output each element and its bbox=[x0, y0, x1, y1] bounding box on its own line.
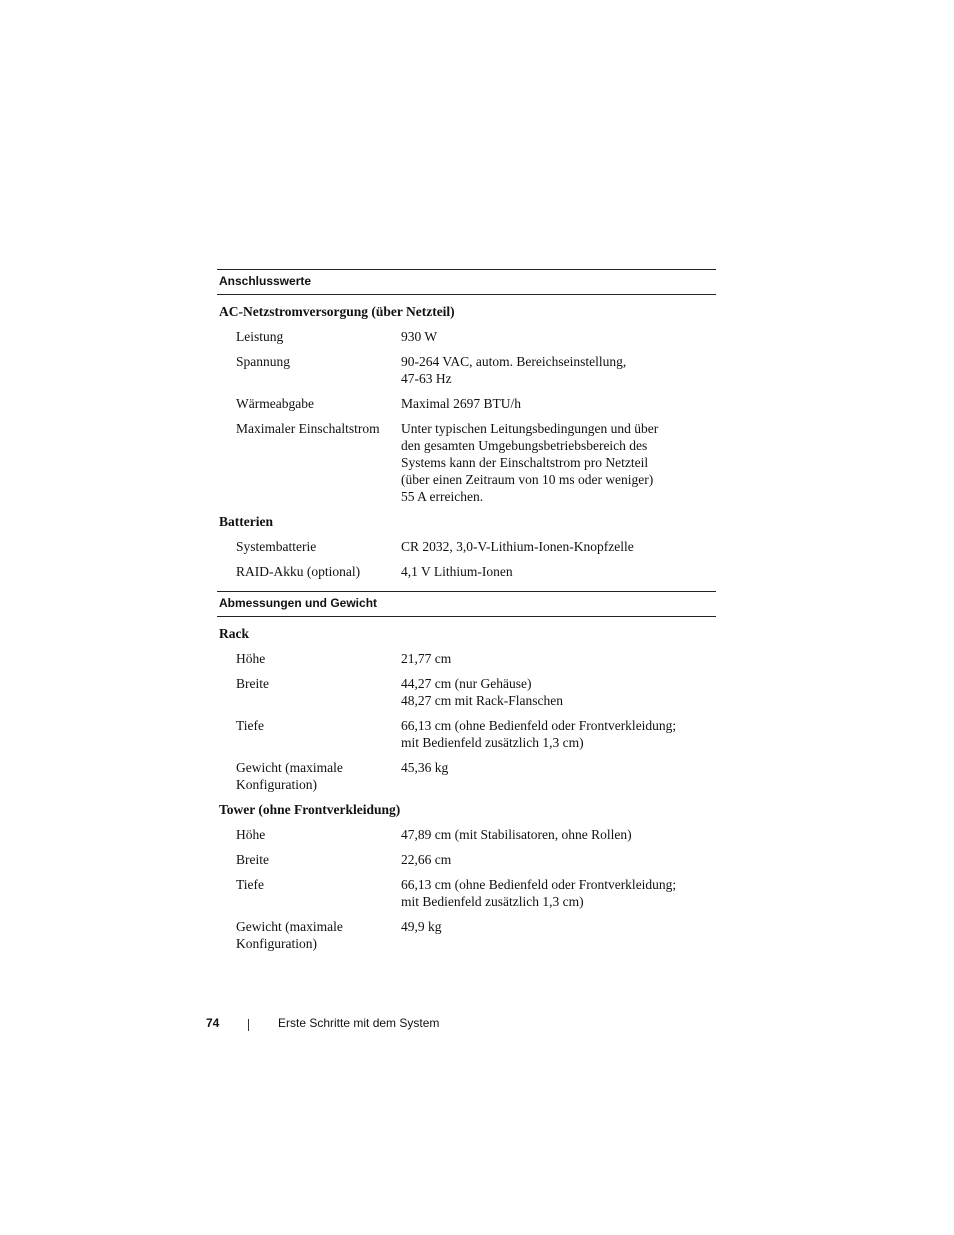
spec-label: Leistung bbox=[236, 329, 284, 344]
spec-value: 930 W bbox=[401, 329, 438, 344]
spec-row bbox=[217, 918, 716, 952]
spec-row bbox=[217, 538, 716, 555]
spec-value: 47,89 cm (mit Stabilisatoren, ohne Rollen) bbox=[401, 827, 632, 842]
spec-value: 44,27 cm (nur Gehäuse) 48,27 cm mit Rack-Flanschen bbox=[401, 676, 563, 708]
spec-label: Höhe bbox=[236, 651, 266, 666]
spec-value: 90-264 VAC, autom. Bereichseinstellung, 47-63 Hz bbox=[401, 354, 627, 386]
spec-row bbox=[217, 717, 716, 751]
spec-value: 21,77 cm bbox=[401, 651, 452, 666]
page-number: 74 bbox=[206, 1016, 220, 1030]
spec-value: 4,1 V Lithium-Ionen bbox=[401, 564, 513, 579]
spec-label: Gewicht (maximale Konfiguration) bbox=[236, 760, 343, 792]
spec-value: 22,66 cm bbox=[401, 852, 452, 867]
spec-label: Tiefe bbox=[236, 877, 265, 892]
group-heading: AC-Netzstromversorgung (über Netzteil) bbox=[219, 304, 455, 319]
spec-row bbox=[217, 328, 716, 345]
group-heading: Tower (ohne Frontverkleidung) bbox=[219, 802, 401, 817]
group-heading: Batterien bbox=[219, 514, 273, 529]
spec-row bbox=[217, 826, 716, 843]
spec-label: Wärmeabgabe bbox=[236, 396, 314, 411]
spec-label: RAID-Akku (optional) bbox=[236, 564, 361, 579]
spec-row bbox=[217, 675, 716, 709]
spec-label: Gewicht (maximale Konfiguration) bbox=[236, 919, 343, 951]
group-heading: Rack bbox=[219, 626, 249, 641]
spec-label: Spannung bbox=[236, 354, 290, 369]
spec-row bbox=[217, 876, 716, 910]
spec-label: Tiefe bbox=[236, 718, 265, 733]
spec-label: Höhe bbox=[236, 827, 266, 842]
spec-value: 66,13 cm (ohne Bedienfeld oder Frontverkleidung; mit Bedienfeld zusätzlich 1,3 cm) bbox=[401, 718, 677, 750]
page-footer bbox=[0, 1016, 954, 1036]
spec-row bbox=[217, 759, 716, 793]
spec-value: 45,36 kg bbox=[401, 760, 449, 775]
section-heading: Abmessungen und Gewicht bbox=[217, 591, 716, 617]
spec-table bbox=[217, 269, 716, 952]
spec-row bbox=[217, 420, 716, 505]
spec-row bbox=[217, 395, 716, 412]
spec-value: 66,13 cm (ohne Bedienfeld oder Frontverkleidung; mit Bedienfeld zusätzlich 1,3 cm) bbox=[401, 877, 677, 909]
spec-value: 49,9 kg bbox=[401, 919, 442, 934]
spec-row bbox=[217, 650, 716, 667]
spec-label: Maximaler Einschaltstrom bbox=[236, 421, 380, 436]
footer-separator bbox=[248, 1019, 249, 1031]
spec-row bbox=[217, 353, 716, 387]
spec-label: Systembatterie bbox=[236, 539, 317, 554]
spec-row bbox=[217, 851, 716, 868]
spec-label: Breite bbox=[236, 852, 269, 867]
footer-title: Erste Schritte mit dem System bbox=[278, 1016, 440, 1030]
spec-label: Breite bbox=[236, 676, 269, 691]
spec-value: CR 2032, 3,0-V-Lithium-Ionen-Knopfzelle bbox=[401, 539, 634, 554]
spec-row bbox=[217, 563, 716, 580]
spec-value: Unter typischen Leitungsbedingungen und über den gesamten Umgebungsbetriebsbereich des Systems kann der Einschaltstrom pro Netzteil (über einen Zeitraum von 10 ms oder weniger) 55 A erreichen. bbox=[401, 421, 659, 504]
section-heading: Anschlusswerte bbox=[217, 269, 716, 295]
spec-value: Maximal 2697 BTU/h bbox=[401, 396, 521, 411]
